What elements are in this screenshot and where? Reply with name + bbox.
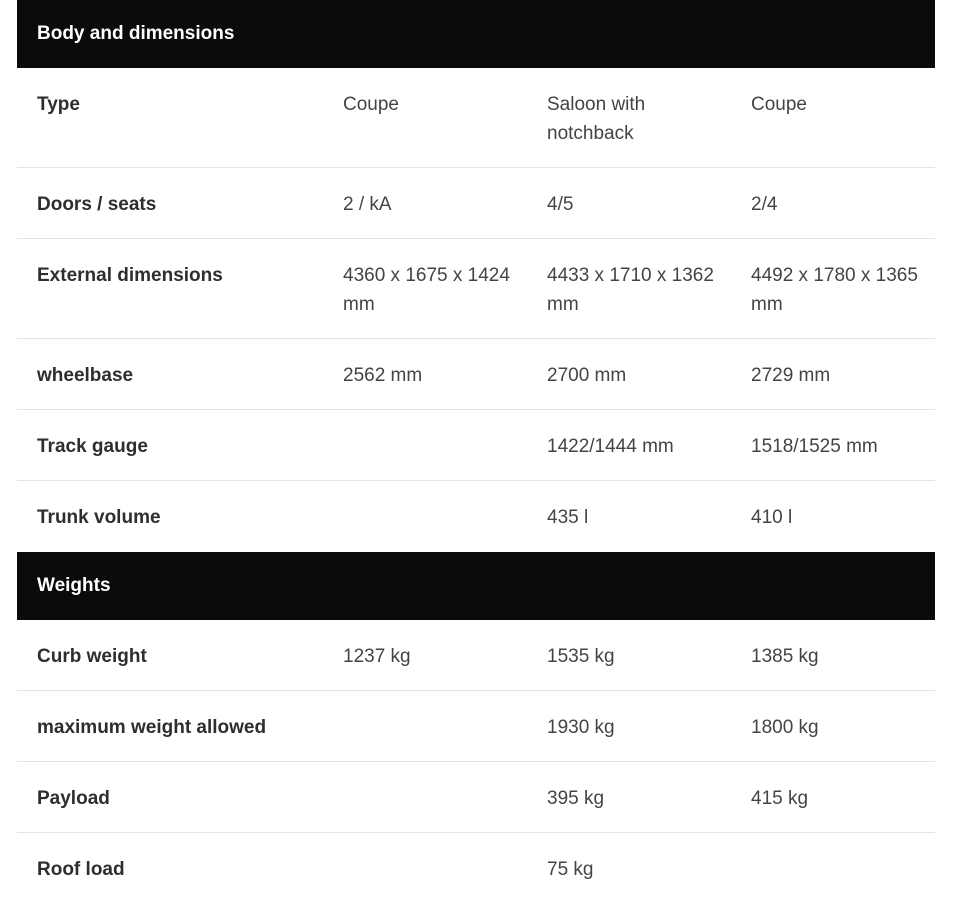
row-label: Type [37,94,80,115]
cell-value: 435 l [547,507,589,528]
cell-value: 1518/1525 mm [751,436,878,457]
cell-value: 395 kg [547,788,605,809]
cell-value: 1535 kg [547,646,615,667]
table-row [17,410,935,481]
spec-table [17,0,935,904]
row-label: Roof load [37,859,125,880]
cell-value: 2700 mm [547,365,627,386]
cell-value: 2 / kA [343,194,392,215]
row-label: Trunk volume [37,507,161,528]
cell-value: 415 kg [751,788,809,809]
table-row [17,168,935,239]
row-label: Curb weight [37,646,147,667]
table-row [17,620,935,691]
table-row [17,691,935,762]
row-label: Payload [37,788,110,809]
cell-value: 1385 kg [751,646,819,667]
cell-value: Coupe [751,94,807,115]
table-row [17,339,935,410]
table-row [17,239,935,339]
table-row [17,762,935,833]
row-label: External dimensions [37,265,223,286]
cell-value: 2562 mm [343,365,423,386]
cell-value: 410 l [751,507,793,528]
cell-value [343,855,547,904]
cell-value [343,432,547,480]
cell-value: 4492 x 1780 x 1365 mm [751,265,918,315]
row-label: maximum weight allowed [37,717,267,738]
row-label: Doors / seats [37,194,157,215]
cell-value: 75 kg [547,859,594,880]
cell-value [343,713,547,761]
cell-value: 4433 x 1710 x 1362 mm [547,265,714,315]
cell-value [751,855,935,904]
cell-value: Saloon with notchback [547,94,646,144]
cell-value: 4360 x 1675 x 1424 mm [343,265,510,315]
cell-value: 2729 mm [751,365,831,386]
cell-value: 1930 kg [547,717,615,738]
section-title: Weights [37,575,111,596]
table-row [17,481,935,552]
cell-value [343,503,547,552]
row-label: Track gauge [37,436,148,457]
cell-value: 4/5 [547,194,574,215]
cell-value: Coupe [343,94,399,115]
section-header-weights [17,552,935,620]
section-title: Body and dimensions [37,23,235,44]
section-header-body-and-dimensions [17,0,935,68]
cell-value: 1422/1444 mm [547,436,674,457]
table-row [17,833,935,904]
cell-value: 2/4 [751,194,778,215]
row-label: wheelbase [37,365,134,386]
cell-value: 1800 kg [751,717,819,738]
table-row [17,68,935,168]
cell-value [343,784,547,832]
cell-value: 1237 kg [343,646,411,667]
